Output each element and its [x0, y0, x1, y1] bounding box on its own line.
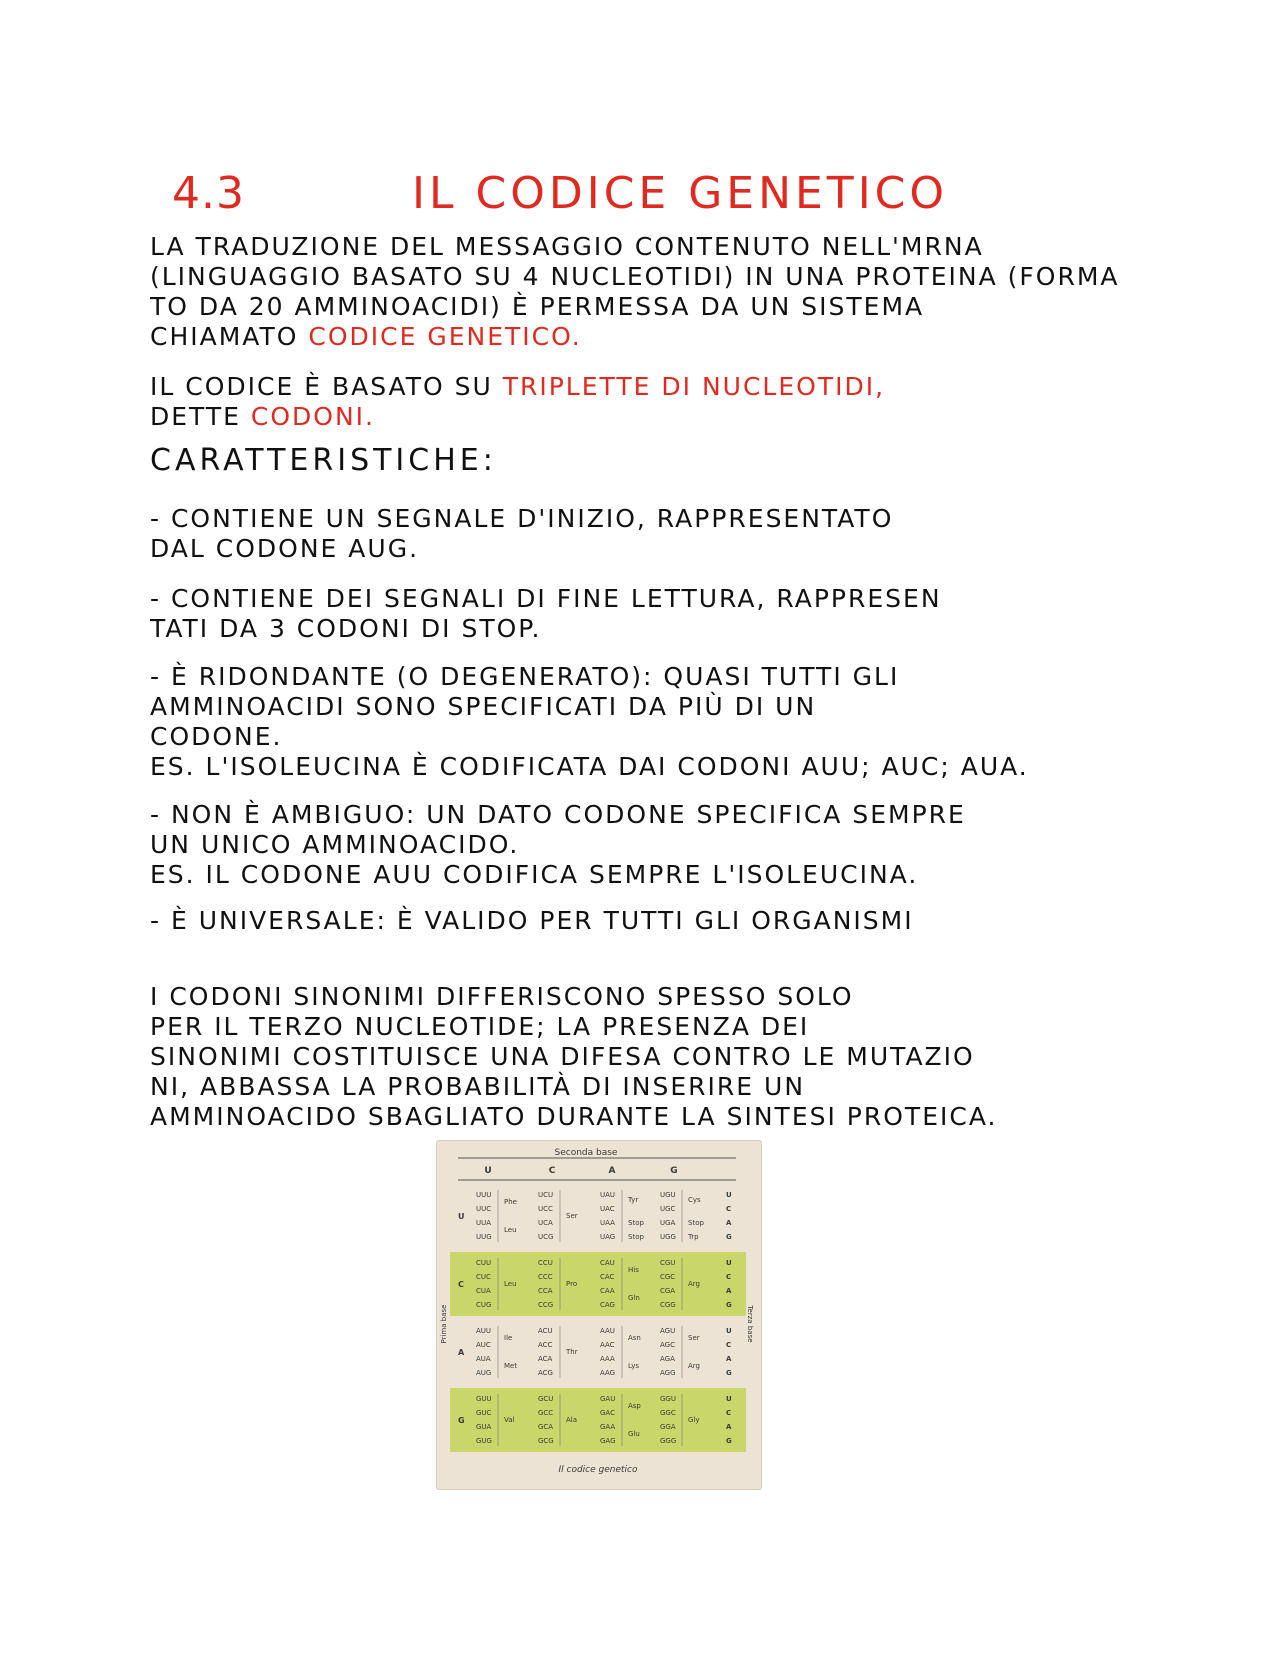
amino-acid-label: Leu [504, 1226, 517, 1234]
third-base-letter: A [726, 1219, 732, 1227]
third-base-letter: G [726, 1233, 732, 1241]
codon-paragraph [150, 372, 1140, 432]
codon-label: UCC [538, 1205, 553, 1213]
codon-label: GGU [660, 1395, 676, 1403]
codon-line [150, 402, 1140, 432]
page-title: IL CODICE GENETICO [412, 168, 949, 219]
sinonimi-paragraph [150, 982, 1140, 1132]
sinonimi-line: SINONIMI COSTITUISCE UNA DIFESA CONTRO LE MUTAZIO [150, 1042, 975, 1071]
codon-line [150, 372, 1140, 402]
codon-label: GUC [476, 1409, 492, 1417]
third-base-letter: C [726, 1205, 732, 1213]
intro-paragraph [150, 232, 1140, 352]
section-number: 4.3 [172, 168, 245, 219]
codon-label: CCU [538, 1259, 553, 1267]
feature-item [150, 800, 1140, 890]
sinonimi-line: PER IL TERZO NUCLEOTIDE; LA PRESENZA DEI [150, 1012, 810, 1041]
amino-acid-label: Ser [566, 1212, 578, 1220]
genetic-code-table [436, 1140, 762, 1490]
amino-acid-label: Stop [628, 1233, 644, 1241]
amino-acid-label: Ser [688, 1334, 700, 1342]
genetic-code-table-photo [436, 1140, 762, 1490]
feature-line: - CONTIENE DEI SEGNALI DI FINE LETTURA, RAPPRESEN [150, 584, 942, 613]
codon-label: AUG [476, 1369, 492, 1377]
codon-label: AUU [476, 1327, 492, 1335]
codon-label: UAA [600, 1219, 615, 1227]
codon-label: AGC [660, 1341, 675, 1349]
codon-label: AUC [476, 1341, 491, 1349]
amino-acid-label: Pro [566, 1280, 578, 1288]
codon-line-text: DETTE [150, 402, 241, 431]
feature-line: AMMINOACIDI SONO SPECIFICATI DA PIÙ DI UN [150, 692, 817, 721]
amino-acid-label: Asn [628, 1334, 641, 1342]
codon-label: UCA [538, 1219, 553, 1227]
amino-acid-label: Stop [628, 1219, 644, 1227]
codon-label: GAA [600, 1423, 616, 1431]
third-base-letter: A [726, 1355, 732, 1363]
codon-label: GUG [476, 1437, 492, 1445]
codon-label: UAC [600, 1205, 615, 1213]
amino-acid-label: Met [504, 1362, 518, 1370]
codon-label: CUC [476, 1273, 491, 1281]
third-base-letter: A [726, 1423, 732, 1431]
codon-label: CAU [600, 1259, 615, 1267]
intro-line: LA TRADUZIONE DEL MESSAGGIO CONTENUTO NELL'MRNA [150, 232, 984, 261]
second-base-label: G [670, 1166, 678, 1176]
sinonimi-line: AMMINOACIDO SBAGLIATO DURANTE LA SINTESI PROTEICA. [150, 1102, 998, 1131]
first-base-axis-label: Prima base [440, 1304, 448, 1344]
codice-genetico-highlight: CODICE GENETICO. [308, 322, 582, 351]
codon-label: CCG [538, 1301, 554, 1309]
feature-line: - È UNIVERSALE: È VALIDO PER TUTTI GLI ORGANISMI [150, 906, 914, 935]
feature-line: - È RIDONDANTE (O DEGENERATO): QUASI TUTTI GLI [150, 662, 900, 691]
green-band [450, 1388, 746, 1452]
intro-line: (LINGUAGGIO BASATO SU 4 NUCLEOTIDI) IN UNA PROTEINA (FORMA [150, 262, 1120, 291]
amino-acid-label: Gln [628, 1294, 640, 1302]
codon-label: GAC [600, 1409, 615, 1417]
amino-acid-label: Lys [628, 1362, 640, 1370]
third-base-axis-label: Terza base [746, 1305, 754, 1343]
codon-label: AAA [600, 1355, 615, 1363]
codon-label: CUU [476, 1259, 492, 1267]
codon-label: CAA [600, 1287, 615, 1295]
green-band [450, 1252, 746, 1316]
second-base-label: C [548, 1166, 556, 1176]
codon-label: UUG [476, 1233, 492, 1241]
amino-acid-label: Phe [504, 1198, 517, 1206]
codon-label: UGC [660, 1205, 676, 1213]
third-base-letter: U [726, 1327, 732, 1335]
second-base-title: Seconda base [554, 1148, 618, 1158]
codon-label: UGG [660, 1233, 676, 1241]
first-base-letter: A [458, 1348, 465, 1357]
codon-label: UGU [660, 1191, 676, 1199]
codon-label: CAG [600, 1301, 615, 1309]
third-base-letter: U [726, 1259, 732, 1267]
codon-label: ACC [538, 1341, 553, 1349]
amino-acid-label: Cys [688, 1196, 701, 1204]
third-base-letter: G [726, 1301, 732, 1309]
amino-acid-label: Leu [504, 1280, 517, 1288]
amino-acid-label: Tyr [628, 1196, 639, 1204]
amino-acid-label: Ile [504, 1334, 513, 1342]
codon-label: UAU [600, 1191, 616, 1199]
codon-label: UUA [476, 1219, 492, 1227]
codon-label: CUG [476, 1301, 492, 1309]
first-base-letter: C [458, 1280, 464, 1289]
feature-line: - NON È AMBIGUO: UN DATO CODONE SPECIFICA SEMPRE [150, 800, 966, 829]
codon-label: UAG [600, 1233, 616, 1241]
feature-line: - CONTIENE UN SEGNALE D'INIZIO, RAPPRESENTATO [150, 504, 894, 533]
feature-line: TATI DA 3 CODONI DI STOP. [150, 614, 542, 643]
codoni-highlight: CODONI. [250, 402, 375, 431]
codon-label: GAG [600, 1437, 616, 1445]
feature-item [150, 906, 1140, 936]
codon-label: AGG [660, 1369, 676, 1377]
amino-acid-label: Val [504, 1416, 515, 1424]
caratteristiche-heading: CARATTERISTICHE: [150, 443, 497, 478]
amino-acid-label: Ala [566, 1416, 578, 1424]
codon-label: GAU [600, 1395, 616, 1403]
codon-label: AUA [476, 1355, 491, 1363]
codon-label: AAC [600, 1341, 615, 1349]
amino-acid-label: Thr [566, 1348, 578, 1356]
codon-label: UUC [476, 1205, 492, 1213]
codon-label: AAG [600, 1369, 616, 1377]
codon-label: CGG [660, 1301, 676, 1309]
codon-label: GUA [476, 1423, 492, 1431]
codon-label: UCG [538, 1233, 554, 1241]
codon-label: CGC [660, 1273, 676, 1281]
codon-label: AGA [660, 1355, 675, 1363]
first-base-letter: U [458, 1212, 465, 1221]
codon-label: ACG [538, 1369, 553, 1377]
codon-label: UGA [660, 1219, 676, 1227]
codon-label: CCC [538, 1273, 553, 1281]
codon-label: CAC [600, 1273, 615, 1281]
triplette-highlight: TRIPLETTE DI NUCLEOTIDI, [502, 372, 886, 401]
feature-line: ES. L'ISOLEUCINA È CODIFICATA DAI CODONI AUU; AUC; AUA. [150, 752, 1029, 781]
codon-label: GCU [538, 1395, 554, 1403]
codon-label: UUU [476, 1191, 492, 1199]
intro-line-last [150, 322, 1140, 352]
codon-label: GUU [476, 1395, 492, 1403]
codon-label: GGG [660, 1437, 677, 1445]
feature-line: DAL CODONE AUG. [150, 534, 420, 563]
second-base-label: A [608, 1166, 616, 1176]
codon-label: CGA [660, 1287, 676, 1295]
third-base-letter: C [726, 1409, 732, 1417]
table-caption: Il codice genetico [558, 1465, 638, 1475]
amino-acid-label: Arg [688, 1280, 700, 1288]
amino-acid-label: Arg [688, 1362, 700, 1370]
third-base-letter: G [726, 1369, 732, 1377]
feature-item [150, 584, 1140, 644]
third-base-letter: U [726, 1191, 732, 1199]
codon-label: GGC [660, 1409, 676, 1417]
codon-label: CGU [660, 1259, 676, 1267]
codon-label: AGU [660, 1327, 676, 1335]
codon-line-text: IL CODICE È BASATO SU [150, 372, 493, 401]
third-base-letter: A [726, 1287, 732, 1295]
amino-acid-label: Trp [688, 1233, 699, 1241]
amino-acid-label: Stop [688, 1219, 704, 1227]
feature-line: CODONE. [150, 722, 283, 751]
amino-acid-label: Gly [688, 1416, 700, 1424]
codon-label: CUA [476, 1287, 491, 1295]
intro-line: TO DA 20 AMMINOACIDI) È PERMESSA DA UN SISTEMA [150, 292, 925, 321]
codon-label: GCG [538, 1437, 554, 1445]
codon-label: CCA [538, 1287, 553, 1295]
codon-label: GCC [538, 1409, 554, 1417]
codon-label: ACA [538, 1355, 553, 1363]
sinonimi-line: I CODONI SINONIMI DIFFERISCONO SPESSO SOLO [150, 982, 854, 1011]
codon-label: ACU [538, 1327, 553, 1335]
first-base-letter: G [458, 1416, 465, 1425]
third-base-letter: C [726, 1273, 732, 1281]
codon-label: UCU [538, 1191, 554, 1199]
second-base-label: U [484, 1166, 492, 1176]
codon-label: GGA [660, 1423, 676, 1431]
amino-acid-label: Asp [628, 1402, 641, 1410]
third-base-letter: G [726, 1437, 732, 1445]
intro-line-text: CHIAMATO [150, 322, 299, 351]
feature-item [150, 504, 1140, 564]
feature-line: ES. IL CODONE AUU CODIFICA SEMPRE L'ISOLEUCINA. [150, 860, 919, 889]
codon-label: AAU [600, 1327, 615, 1335]
amino-acid-label: Glu [628, 1430, 640, 1438]
third-base-letter: U [726, 1395, 732, 1403]
sinonimi-line: NI, ABBASSA LA PROBABILITÀ DI INSERIRE UN [150, 1072, 806, 1101]
feature-item [150, 662, 1140, 782]
feature-line: UN UNICO AMMINOACIDO. [150, 830, 520, 859]
third-base-letter: C [726, 1341, 732, 1349]
codon-label: GCA [538, 1423, 554, 1431]
amino-acid-label: His [628, 1266, 639, 1274]
